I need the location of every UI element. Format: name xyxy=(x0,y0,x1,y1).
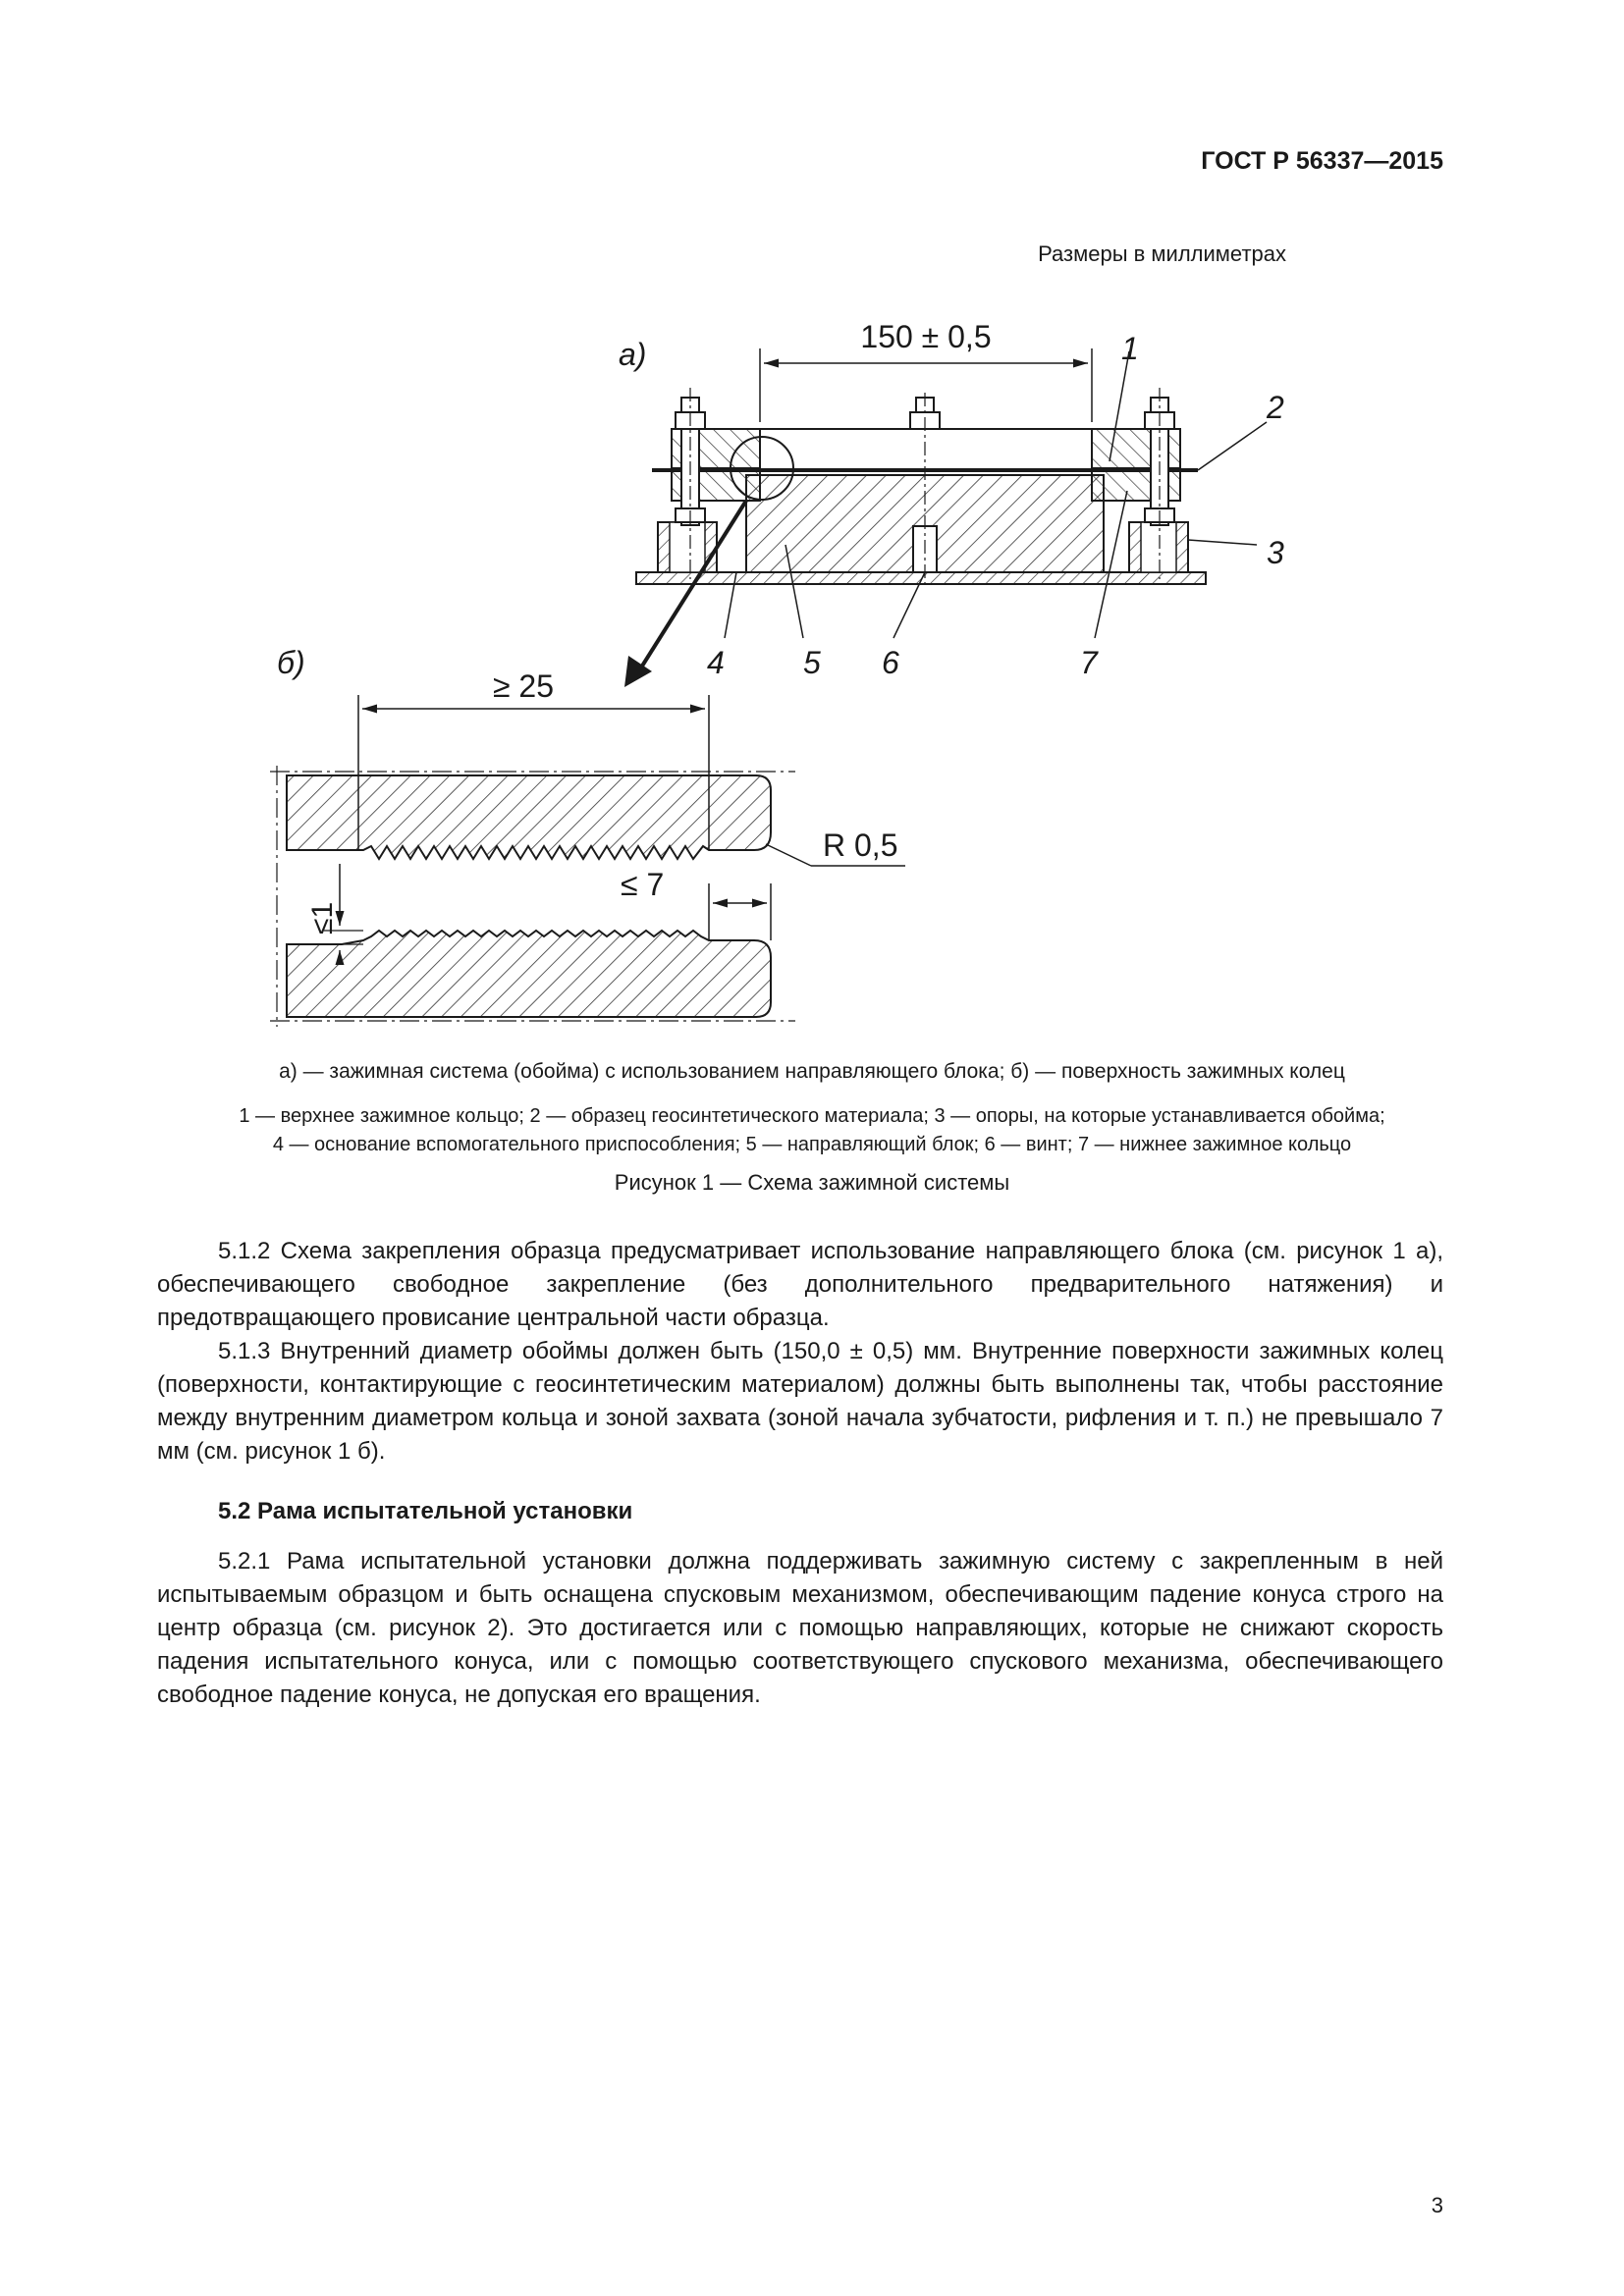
paragraph-5-1-3: 5.1.3 Внутренний диаметр обоймы должен быть (150,0 ± 0,5) мм. Внутренние поверхности зажимных колец (поверхности, контактирующие с геосинтетическим материалом) должны быть выполнены так, чтобы расстояние между внутренним диаметром кольца и зоной захвата (зоной начала зубчатости, рифления и т. п.) не превышало 7 мм (см. рисунок 1 б). xyxy=(157,1338,1443,1465)
callout-4: 4 xyxy=(707,645,725,680)
units-note: Размеры в миллиметрах xyxy=(1038,241,1286,266)
figure-caption-2: 1 — верхнее зажимное кольцо; 2 — образец геосинтетического материала; 3 — опоры, на которые устанавливается обойма; xyxy=(239,1105,1385,1127)
dimension-1: ≤1 xyxy=(306,901,339,934)
callout-3: 3 xyxy=(1267,535,1284,570)
assembly-view-a xyxy=(619,319,1284,687)
paragraph-5-1-2: 5.1.2 Схема закрепления образца предусматривает использование направляющего блока (см. рисунок 1 а), обеспечивающего свободное закрепление (без дополнительного предварительного натяжения) и предотвращающего провисание центральной части образца. xyxy=(157,1238,1443,1331)
callout-2: 2 xyxy=(1267,390,1284,425)
callout-5: 5 xyxy=(803,645,821,680)
callout-6: 6 xyxy=(882,645,899,680)
label-b: б) xyxy=(277,645,305,680)
paragraph-5-2-1: 5.2.1 Рама испытательной установки должна поддерживать зажимную систему с закрепленным в ней испытываемым образцом и быть оснащена спусковым механизмом, обеспечивающим падение конуса строго на центр образца (см. рисунок 2). Это достигается или с помощью направляющих, которые не снижают скорость падения испытательного конуса, или с помощью соответствующего спускового механизма, обеспечивающего свободное падение конуса, не допуская его вращения. xyxy=(157,1548,1443,1708)
figure-title: Рисунок 1 — Схема зажимной системы xyxy=(614,1170,1010,1195)
callout-7: 7 xyxy=(1080,645,1098,680)
upper-ring-profile xyxy=(287,775,771,859)
figure-caption-1: а) — зажимная система (обойма) с использованием направляющего блока; б) — поверхность зажимных колец xyxy=(279,1060,1345,1083)
dimension-25: ≥ 25 xyxy=(492,668,555,704)
callout-1: 1 xyxy=(1121,331,1139,366)
clamping-system-figure xyxy=(265,314,1443,1041)
dimension-150: 150 ± 0,5 xyxy=(860,319,992,354)
document-header: ГОСТ Р 56337—2015 xyxy=(1201,147,1443,175)
lower-ring-profile xyxy=(287,931,771,1017)
surface-view-b xyxy=(270,645,905,1027)
page-number: 3 xyxy=(1431,2193,1443,2217)
label-a: а) xyxy=(619,337,647,372)
figure-caption-3: 4 — основание вспомогательного приспособления; 5 — направляющий блок; 6 — винт; 7 — нижнее зажимное кольцо xyxy=(272,1134,1352,1155)
dimension-7: ≤ 7 xyxy=(621,867,665,902)
dimension-r: R 0,5 xyxy=(823,828,898,863)
base-plate xyxy=(636,572,1206,584)
section-heading-5-2: 5.2 Рама испытательной установки xyxy=(218,1498,633,1524)
